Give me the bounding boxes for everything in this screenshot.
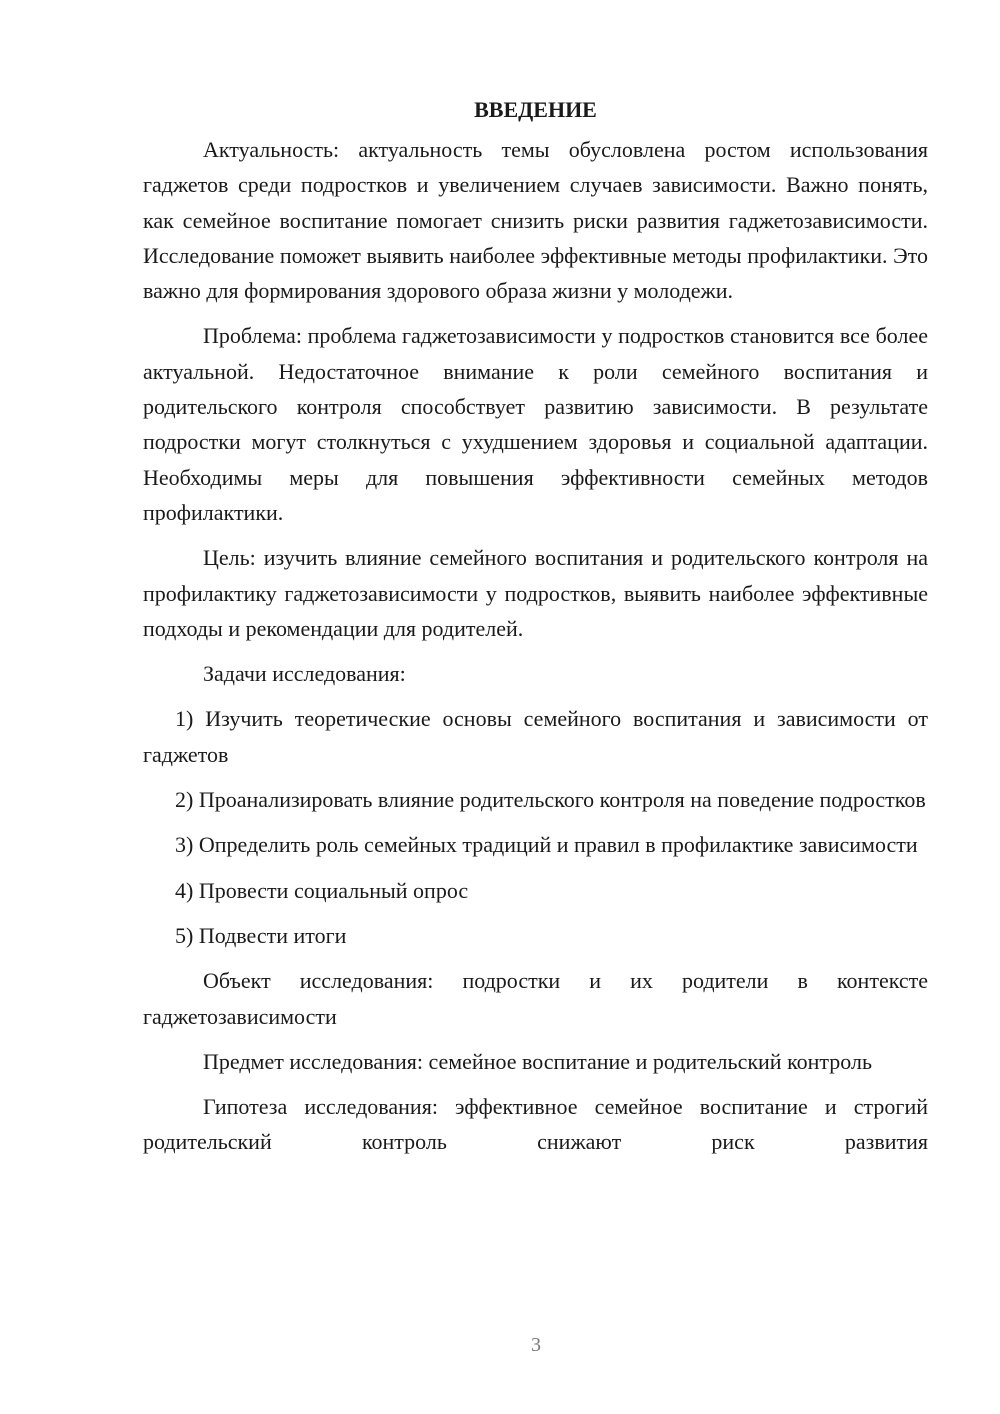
task-item-3: 3) Определить роль семейных традиций и правил в профилактике зависимости — [175, 832, 918, 858]
task-item-4: 4) Провести социальный опрос — [175, 877, 469, 903]
object-paragraph: Объект исследования: подростки и их родители в контексте гаджетозависимости — [143, 968, 928, 1029]
task-item-1: 1) Изучить теоретические основы семейного воспитания и зависимости от гаджетов — [143, 706, 928, 767]
task-item-2: 2) Проанализировать влияние родительского контроля на поведение подростков — [175, 787, 926, 813]
task-item-5: 5) Подвести итоги — [175, 922, 347, 948]
problem-paragraph: Проблема: проблема гаджетозависимости у подростков становится все более актуальной. Недостаточное внимание к роли семейного воспитания и родительского контроля способствует развитию зависимости. В результате подростки могут столкнуться с ухудшением здоровья и социальной адаптации. Необходимы меры для повышения эффективности семейных методов профилактики. — [143, 323, 928, 525]
subject-paragraph: Предмет исследования: семейное воспитание и родительский контроль — [203, 1048, 873, 1074]
goal-paragraph: Цель: изучить влияние семейного воспитания и родительского контроля на профилактику гаджетозависимости у подростков, выявить наиболее эффективные подходы и рекомендации для родителей. — [143, 545, 928, 641]
relevance-paragraph: Актуальность: актуальность темы обусловлена ростом использования гаджетов среди подростков и увеличением случаев зависимости. Важно понять, как семейное воспитание помогает снизить риски развития гаджетозависимости. Исследование поможет выявить наиболее эффективные методы профилактики. Это важно для формирования здорового образа жизни у молодежи. — [143, 137, 928, 304]
page-number: 3 — [531, 1334, 541, 1356]
hypothesis-paragraph: Гипотеза исследования: эффективное семейное воспитание и строгий родительский контроль снижают риск развития — [143, 1094, 928, 1155]
page-content — [143, 95, 928, 1170]
tasks-title: Задачи исследования: — [203, 661, 406, 687]
section-heading: ВВЕДЕНИЕ — [474, 97, 597, 122]
